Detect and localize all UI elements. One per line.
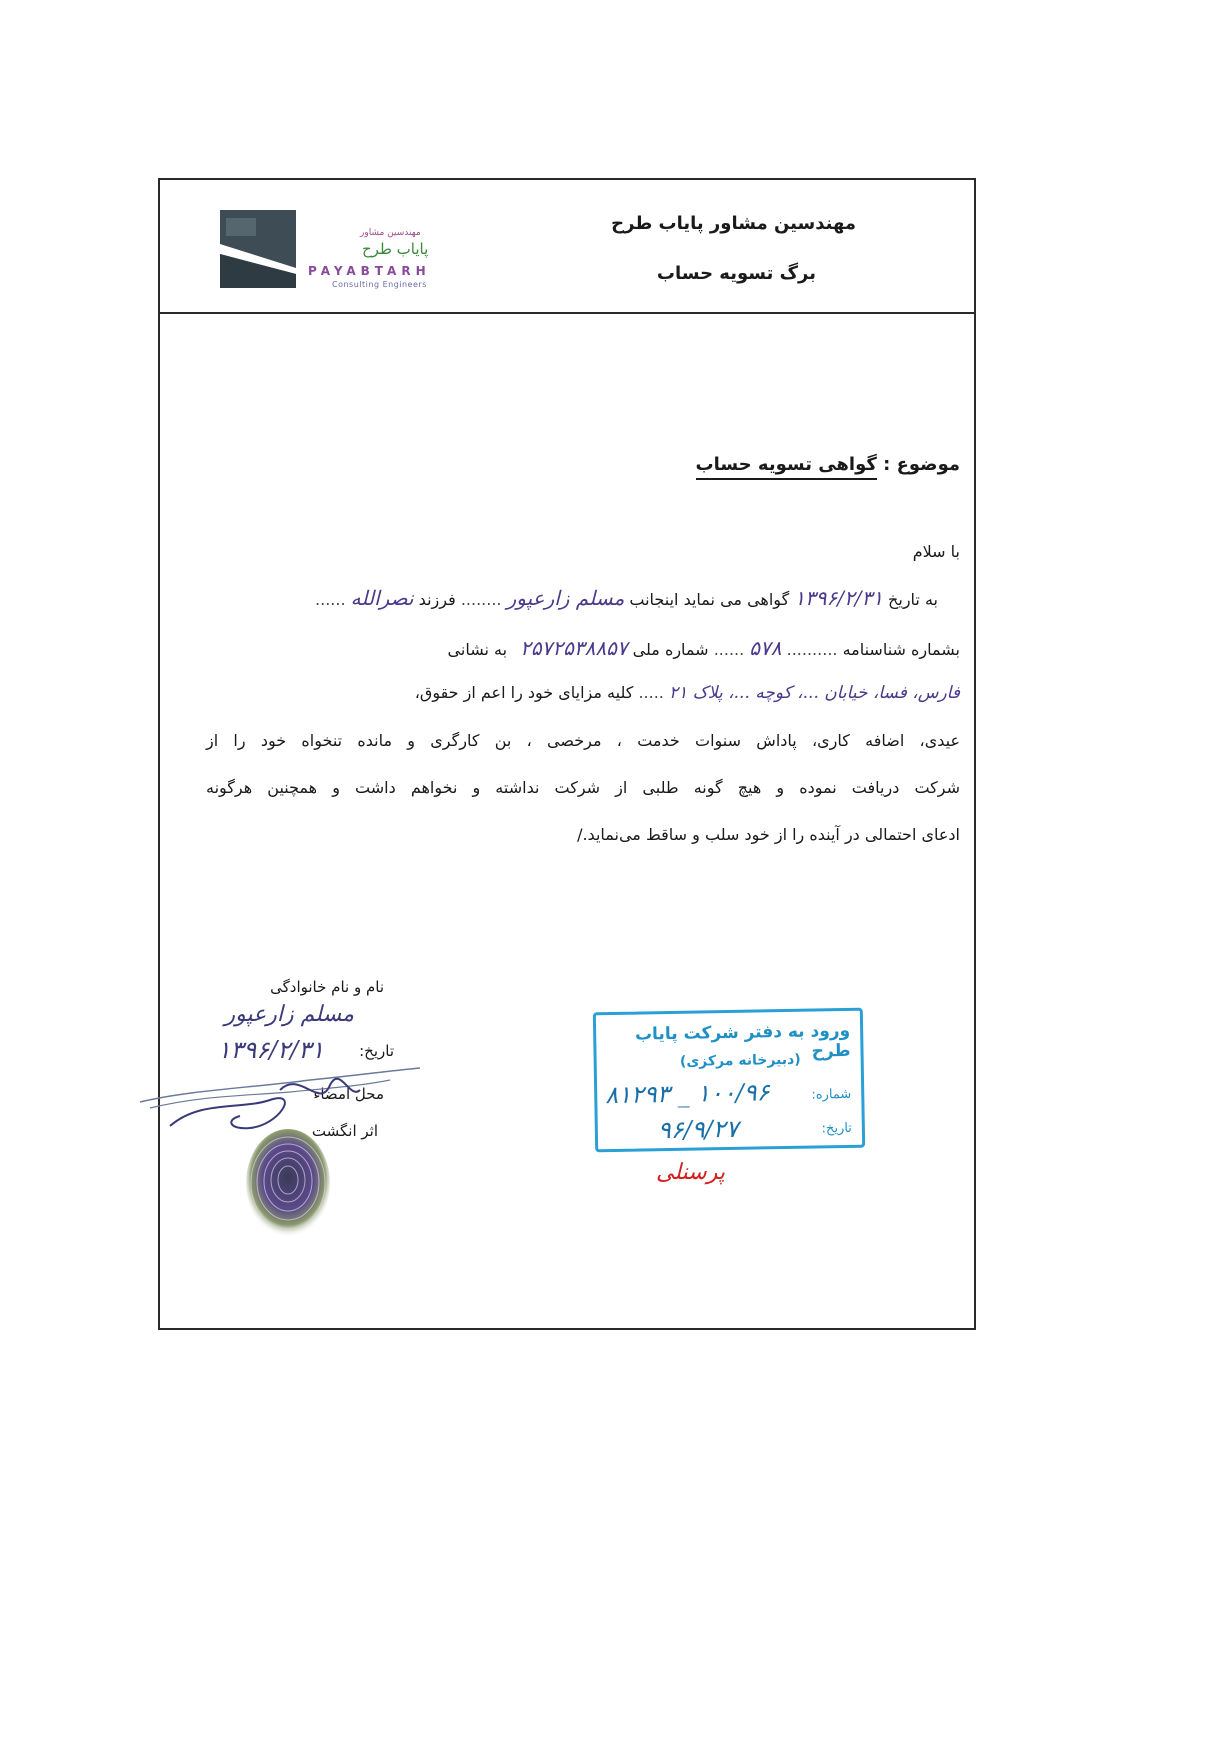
date-handwritten: ۱۳۹۶/۲/۳۱	[794, 586, 883, 610]
registration-stamp	[593, 1008, 865, 1153]
signer-name-handwritten: مسلم زارعپور	[224, 1002, 354, 1027]
red-handwritten-note: پرسنلی	[656, 1160, 725, 1185]
stamp-date-label: تاریخ:	[821, 1120, 852, 1137]
company-logo-icon	[220, 210, 296, 288]
document-sheet	[158, 178, 976, 1330]
header-divider	[160, 312, 974, 314]
signature-place-label: محل امضاء	[313, 1085, 384, 1103]
stamp-number-label: شماره:	[811, 1086, 852, 1103]
body-line-5: شرکت دریافت نموده و هیچ گونه طلبی از شرکت نداشته و نخواهم داشت و همچنین هرگونه	[206, 778, 960, 797]
fingerprint-icon	[238, 1125, 338, 1245]
address-label: به نشانی	[447, 640, 508, 659]
logo-en-name: PAYABTARH	[308, 264, 431, 278]
address-handwritten: فارس، فسا، خیابان ...، کوچه ...، پلاک ۲۱	[668, 683, 960, 703]
signer-date-handwritten: ۱۳۹۶/۲/۳۱	[217, 1036, 324, 1064]
logo-fa-small: مهندسین مشاور	[360, 228, 421, 238]
form-title: برگ تسویه حساب	[656, 263, 816, 284]
stamp-subtitle: (دبیرخانه مرکزی)	[679, 1051, 801, 1070]
greeting: با سلام	[912, 542, 960, 561]
body-line-4: عیدی، اضافه کاری، پاداش سنوات خدمت ، مرخصی ، بن کارگری و مانده تنخواه خود را از	[206, 731, 960, 750]
signer-date-label: تاریخ:	[359, 1042, 394, 1060]
child-of-label: فرزند	[418, 590, 456, 609]
logo-en-sub: Consulting Engineers	[332, 280, 427, 289]
birth-cert-handwritten: ۵۷۸	[749, 636, 782, 660]
employee-name-handwritten: مسلم زارعپور	[506, 586, 625, 610]
father-name-handwritten: نصرالله	[350, 586, 414, 610]
date-prefix: به تاریخ	[888, 590, 938, 609]
fingerprint-label: اثر انگشت	[311, 1122, 378, 1140]
certify-text: گواهی می نماید اینجانب	[629, 590, 790, 609]
stamp-number-handwritten: ۸۱۲۹۳ _ ۱۰۰/۹۶	[605, 1078, 770, 1110]
body-line-2: بشماره شناسنامه .......... ۵۷۸ ...... شماره ملی ۲۵۷۲۵۳۸۸۵۷ به نشانی	[447, 636, 960, 660]
benefits-text: کلیه مزایای خود را اعم از حقوق،	[414, 683, 634, 702]
national-id-label: شماره ملی	[632, 640, 709, 659]
subject-line	[696, 454, 960, 475]
logo-fa-name: پایاب طرح	[362, 240, 429, 258]
birth-cert-label: بشماره شناسنامه	[842, 640, 960, 659]
subject-value: گواهی تسویه حساب	[696, 454, 877, 480]
subject-label: موضوع :	[883, 454, 960, 475]
body-line-3: فارس، فسا، خیابان ...، کوچه ...، پلاک ۲۱ ..... کلیه مزایای خود را اعم از حقوق،	[414, 683, 960, 703]
body-line-1: به تاریخ ۱۳۹۶/۲/۳۱ گواهی می نماید اینجانب مسلم زارعپور ........ فرزند نصرالله ......	[315, 586, 938, 610]
national-id-handwritten: ۲۵۷۲۵۳۸۸۵۷	[520, 636, 628, 660]
company-title: مهندسین مشاور پایاب طرح	[611, 213, 856, 234]
stamp-date-handwritten: ۹۶/۹/۲۷	[657, 1114, 739, 1145]
name-label: نام و نام خانوادگی	[270, 978, 384, 996]
stamp-title: ورود به دفتر شرکت پایاب طرح	[634, 1020, 851, 1062]
body-line-6: ادعای احتمالی در آینده را از خود سلب و ساقط می‌نماید./	[577, 825, 960, 844]
